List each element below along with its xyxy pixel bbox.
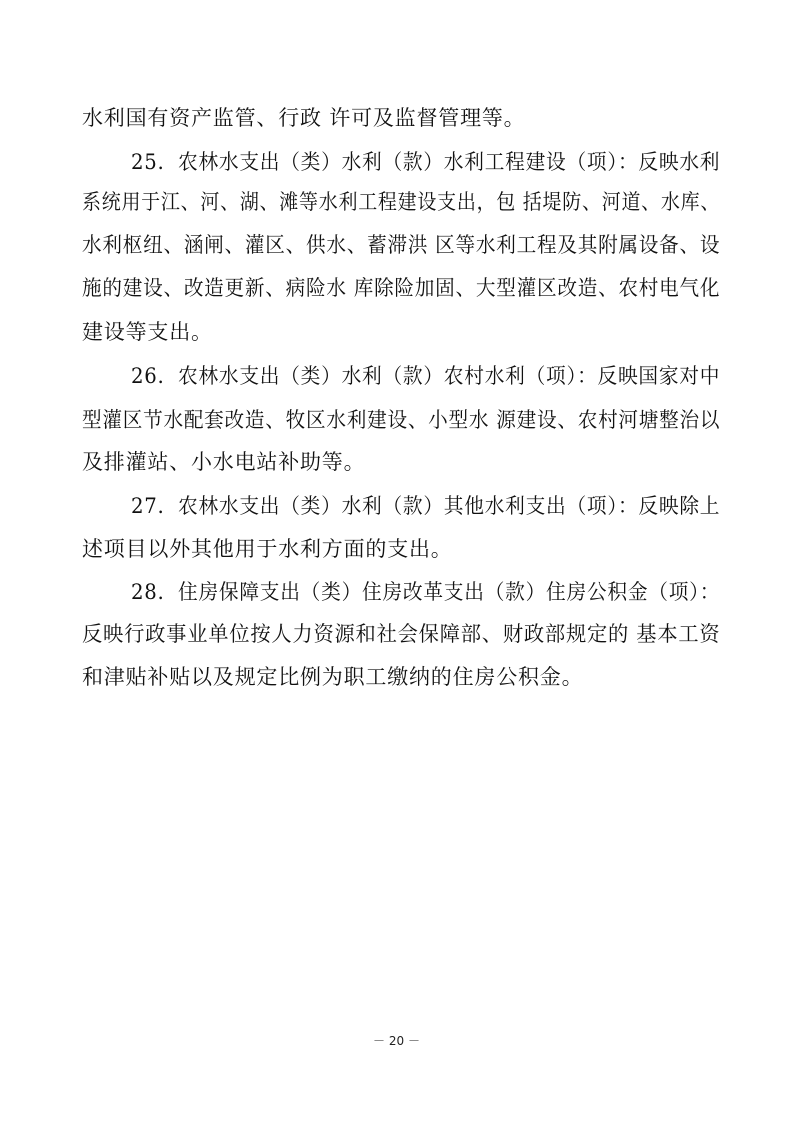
paragraph-27-line-2: 述项目以外其他用于水利方面的支出。 (82, 537, 453, 561)
paragraph-25-line-4: 施的建设、改造更新、病险水 库除险加固、大型灌区改造、农村电气化 (82, 276, 721, 300)
paragraph-25-line-5: 建设等支出。 (82, 320, 213, 344)
paragraph-28-line-1: 28．住房保障支出（类）住房改革支出（款）住房公积金（项）： (131, 580, 721, 604)
paragraph-26-line-1: 26．农林水支出（类）水利（款）农村水利（项）：反映国家对中 (131, 364, 721, 388)
paragraph-28-line-2: 反映行政事业单位按人力资源和社会保障部、财政部规定的 基本工资 (82, 622, 721, 646)
page-number: － 20 － (373, 1034, 420, 1048)
paragraph-25-line-3: 水利枢纽、涵闸、灌区、供水、蓄滞洪 区等水利工程及其附属设备、设 (82, 233, 721, 257)
paragraph-26-line-2: 型灌区节水配套改造、牧区水利建设、小型水 源建设、农村河塘整治以 (82, 408, 721, 432)
paragraph-28-line-3: 和津贴补贴以及规定比例为职工缴纳的住房公积金。 (82, 665, 584, 689)
paragraph-27-line-1: 27．农林水支出（类）水利（款）其他水利支出（项）：反映除上 (131, 494, 721, 518)
paragraph-25-line-2: 系统用于江、河、湖、滩等水利工程建设支出，包 括堤防、河道、水库、 (82, 190, 721, 214)
paragraph-24-line-end: 水利国有资产监管、行政 许可及监督管理等。 (82, 106, 526, 130)
paragraph-25-line-1: 25．农林水支出（类）水利（款）水利工程建设（项）：反映水利 (131, 150, 721, 174)
paragraph-26-line-3: 及排灌站、小水电站补助等。 (82, 450, 366, 474)
